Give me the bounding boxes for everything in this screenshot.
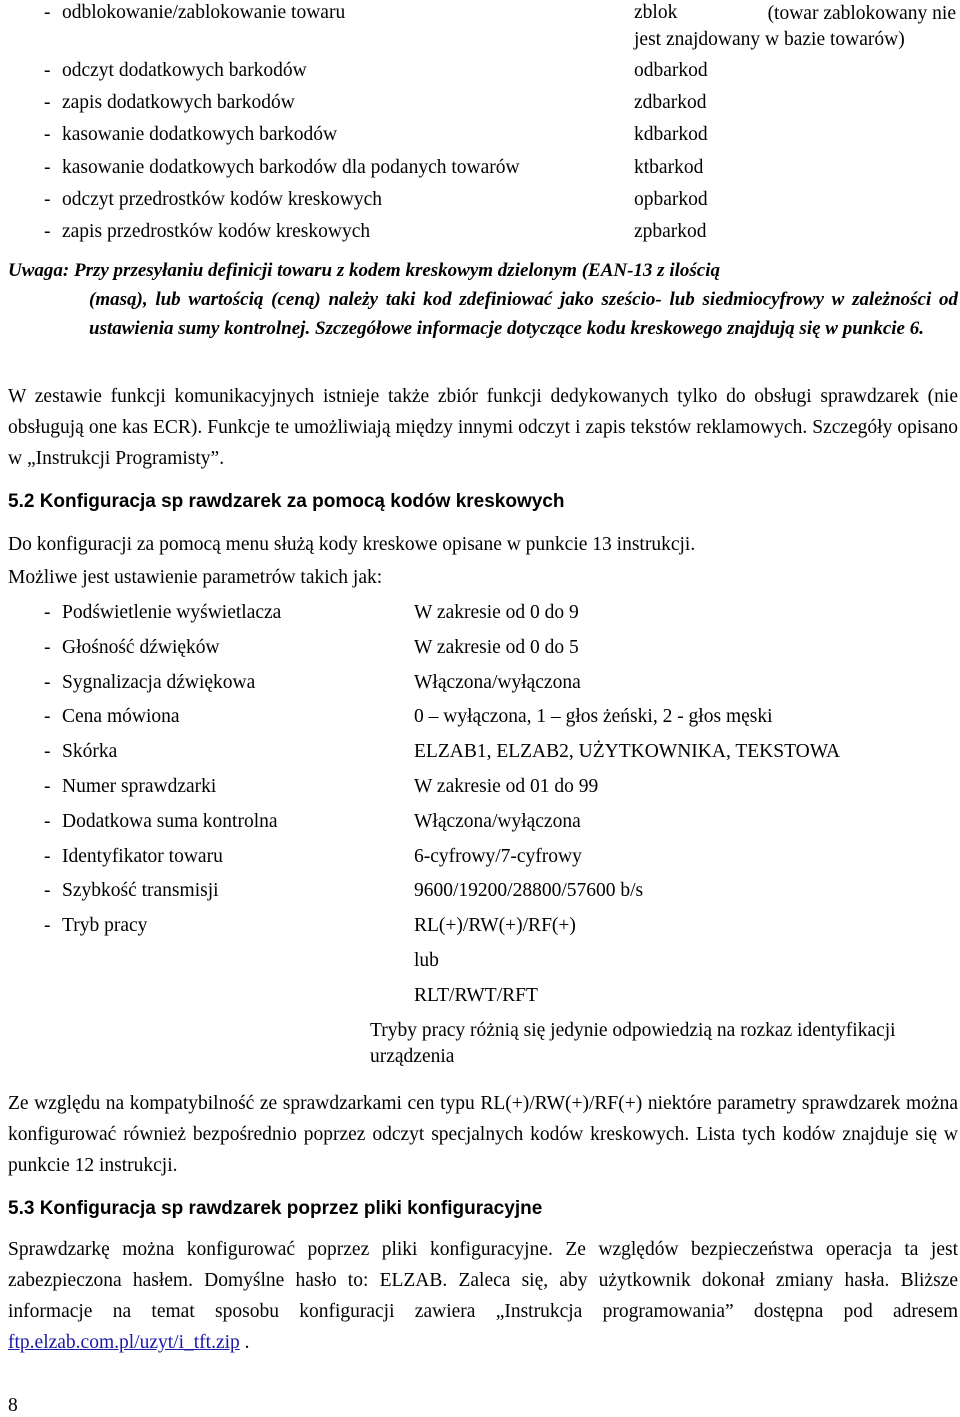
list-dash: -	[44, 92, 51, 114]
parameter-value-or	[44, 946, 960, 981]
list-dash: -	[44, 220, 51, 242]
parameter-label: Szybkość transmisji	[62, 880, 219, 902]
function-label: kasowanie dodatkowych barkodów	[62, 124, 338, 146]
list-dash: -	[44, 671, 51, 693]
list-dash: -	[44, 845, 51, 867]
function-note-continued: jest znajdowany w bazie towarów)	[634, 29, 905, 50]
parameter-item	[44, 737, 960, 772]
parameter-value: ELZAB1, ELZAB2, UŻYTKOWNIKA, TEKSTOWA	[414, 741, 841, 763]
parameter-label: Podświetlenie wyświetlacza	[62, 602, 282, 623]
list-dash: -	[44, 602, 51, 623]
list-dash: -	[44, 2, 51, 23]
list-dash: -	[44, 775, 51, 797]
list-dash: -	[44, 915, 51, 937]
parameter-item	[44, 911, 960, 946]
communication-functions-paragraph: W zestawie funkcji komunikacyjnych istnieje także zbiór funkcji dedykowanych tylko do obsługi sprawdzarek (nie obsługują one kas ECR). Funkcje te umożliwiają między innymi odczyt i zapis tekstów reklamowych. Szczegóły opisano w „Instrukcji Programisty”.	[8, 386, 958, 469]
list-dash: -	[44, 156, 51, 178]
list-dash: -	[44, 706, 51, 728]
function-list	[44, 0, 960, 251]
parameter-value: 9600/19200/28800/57600 b/s	[414, 880, 644, 902]
parameter-item	[44, 807, 960, 842]
parameter-item	[44, 633, 960, 668]
download-link[interactable]: ftp.elzab.com.pl/uzyt/i_tft.zip	[8, 1332, 240, 1353]
section-intro: Do konfiguracji za pomocą menu służą kody kreskowe opisane w punkcie 13 instrukcji.	[8, 534, 696, 555]
parameter-item	[44, 876, 960, 911]
section-intro-params: Możliwe jest ustawienie parametrów takich jak:	[8, 567, 383, 588]
barcode-note	[8, 256, 958, 343]
parameter-value-alt	[44, 981, 960, 1016]
function-item	[44, 219, 960, 251]
parameter-value: 6-cyfrowy/7-cyfrowy	[414, 845, 582, 867]
function-command: zdbarkod	[634, 92, 707, 114]
function-label: odczyt przedrostków kodów kreskowych	[62, 188, 383, 210]
list-dash: -	[44, 810, 51, 832]
function-command: zpbarkod	[634, 220, 707, 242]
parameter-value: Włączona/wyłączona	[414, 671, 581, 693]
function-command: odbarkod	[634, 60, 708, 81]
section-number: 5.2	[8, 491, 35, 512]
parameter-value: 0 – wyłączona, 1 – głos żeński, 2 - głos męski	[414, 706, 773, 728]
function-command: opbarkod	[634, 188, 708, 210]
function-command: zblok	[634, 2, 678, 23]
function-label: kasowanie dodatkowych barkodów dla podanych towarów	[62, 156, 520, 178]
parameter-value: W zakresie od 01 do 99	[414, 775, 599, 797]
parameter-item	[44, 772, 960, 807]
parameter-list	[44, 598, 960, 1016]
parameter-value: W zakresie od 0 do 5	[414, 636, 579, 658]
parameter-or-text: lub	[414, 949, 439, 971]
list-dash: -	[44, 741, 51, 763]
section-number: 5.3	[8, 1198, 35, 1219]
parameter-label: Dodatkowa suma kontrolna	[62, 810, 278, 832]
parameter-label: Cena mówiona	[62, 706, 180, 728]
section-heading-5-3	[8, 1198, 542, 1220]
function-item	[44, 122, 960, 154]
parameter-label: Identyfikator towaru	[62, 845, 223, 867]
parameter-label: Sygnalizacja dźwiękowa	[62, 671, 256, 693]
function-note: (towar zablokowany nie	[767, 3, 956, 24]
section-title: Konfiguracja sp rawdzarek za pomocą kodów kreskowych	[39, 491, 565, 512]
parameter-alt-value: RLT/RWT/RFT	[414, 984, 538, 1006]
link-trailing: .	[239, 1332, 250, 1353]
section-heading-5-2	[8, 491, 564, 513]
function-command: ktbarkod	[634, 156, 704, 178]
note-prefix: Uwaga:	[8, 260, 70, 281]
function-item	[44, 0, 960, 58]
function-item	[44, 90, 960, 122]
compatibility-paragraph: Ze względu na kompatybilność ze sprawdzarkami cen typu RL(+)/RW(+)/RF(+) niektóre parametry sprawdzarek można konfigurować również bezpośrednio poprzez odczyt specjalnych kodów kreskowych. Lista tych kodów znajduje się w punkcie 12 instrukcji.	[8, 1093, 958, 1176]
config-files-paragraph	[8, 1234, 958, 1358]
parameter-value: W zakresie od 0 do 9	[414, 602, 579, 623]
parameter-label: Głośność dźwięków	[62, 636, 220, 658]
parameter-label: Tryb pracy	[62, 915, 148, 937]
note-body: (masą), lub wartością (ceną) należy taki kod zdefiniować jako sześcio- lub siedmiocyfrowy w zależności od ustawienia sumy kontrolnej. Szczegółowe informacje dotyczące kodu kreskowego znajdują się w punkcie 6.	[89, 289, 958, 339]
tryb-note: Tryby pracy różnią się jedynie odpowiedzią na rozkaz identyfikacji urządzenia	[370, 1020, 896, 1067]
parameter-value: RL(+)/RW(+)/RF(+)	[414, 915, 576, 937]
list-dash: -	[44, 60, 51, 81]
list-dash: -	[44, 636, 51, 658]
section-title: Konfiguracja sp rawdzarek poprzez pliki konfiguracyjne	[39, 1198, 543, 1219]
function-item	[44, 155, 960, 187]
list-dash: -	[44, 124, 51, 146]
note-first-line: Przy przesyłaniu definicji towaru z kodem kreskowym dzielonym (EAN-13 z ilością	[69, 260, 720, 281]
function-label: zapis przedrostków kodów kreskowych	[62, 220, 371, 242]
function-item	[44, 58, 960, 90]
parameter-item	[44, 598, 960, 633]
function-label: odczyt dodatkowych barkodów	[62, 60, 307, 81]
function-label: zapis dodatkowych barkodów	[62, 92, 295, 114]
list-dash: -	[44, 880, 51, 902]
config-files-text: Sprawdzarkę można konfigurować poprzez pliki konfiguracyjne. Ze względów bezpieczeństwa operacja ta jest zabezpieczona hasłem. Domyślne hasło to: ELZAB. Zaleca się, aby użytkownik dokonał zmiany hasła. Bliższe informacje na temat sposobu konfiguracji zawiera „Instrukcja programowania” dostępna pod adresem	[8, 1239, 958, 1322]
function-item	[44, 187, 960, 219]
parameter-label: Skórka	[62, 741, 118, 763]
parameter-item	[44, 842, 960, 877]
list-dash: -	[44, 188, 51, 210]
parameter-value: Włączona/wyłączona	[414, 810, 581, 832]
parameter-item	[44, 702, 960, 737]
function-command: kdbarkod	[634, 124, 708, 146]
parameter-item	[44, 668, 960, 703]
parameter-label: Numer sprawdzarki	[62, 775, 217, 797]
page-number: 8	[8, 1395, 18, 1416]
function-label: odblokowanie/zablokowanie towaru	[62, 2, 346, 23]
